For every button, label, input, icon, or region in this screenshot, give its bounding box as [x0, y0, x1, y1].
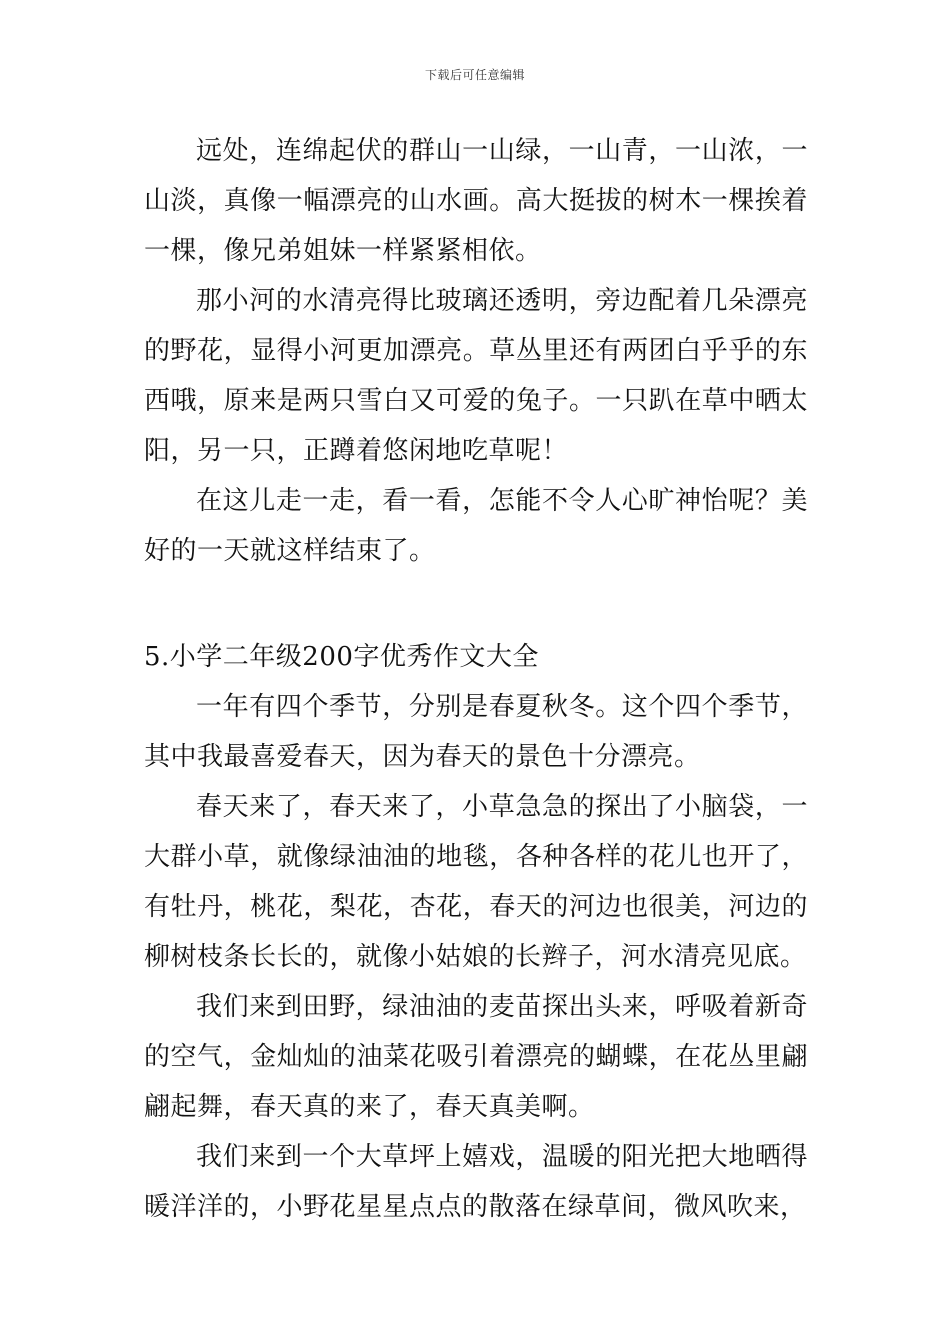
paragraph: 春天来了，春天来了，小草急急的探出了小脑袋，一大群小草，就像绿油油的地毯，各种各样的花儿也开了，有牡丹，桃花，梨花，杏花，春天的河边也很美，河边的柳树枝条长长的，就像小姑娘的长辫子，河水清亮见底。 — [144, 792, 808, 972]
paragraph: 那小河的水清亮得比玻璃还透明，旁边配着几朵漂亮的野花，显得小河更加漂亮。草丛里还有两团白乎乎的东西哦，原来是两只雪白又可爱的兔子。一只趴在草中晒太阳，另一只，正蹲着悠闲地吃草呢！ — [144, 286, 808, 466]
document-body — [144, 126, 808, 1232]
paragraph: 远处，连绵起伏的群山一山绿，一山青，一山浓，一山淡，真像一幅漂亮的山水画。高大挺拔的树木一棵挨着一棵，像兄弟姐妹一样紧紧相依。 — [144, 136, 808, 266]
paragraph: 在这儿走一走，看一看，怎能不令人心旷神怡呢？美好的一天就这样结束了。 — [144, 486, 808, 566]
page-header-note: 下载后可任意编辑 — [424, 68, 525, 82]
section-title: 5.小学二年级200字优秀作文大全 — [144, 642, 539, 672]
paragraph: 我们来到田野，绿油油的麦苗探出头来，呼吸着新奇的空气，金灿灿的油菜花吸引着漂亮的蝴蝶，在花丛里翩翩起舞，春天真的来了，春天真美啊。 — [144, 992, 808, 1122]
section-gap — [144, 576, 808, 632]
paragraph: 一年有四个季节，分别是春夏秋冬。这个四个季节，其中我最喜爱春天，因为春天的景色十分漂亮。 — [144, 692, 808, 772]
paragraph: 我们来到一个大草坪上嬉戏，温暖的阳光把大地晒得暖洋洋的，小野花星星点点的散落在绿草间，微风吹来， — [144, 1142, 808, 1222]
